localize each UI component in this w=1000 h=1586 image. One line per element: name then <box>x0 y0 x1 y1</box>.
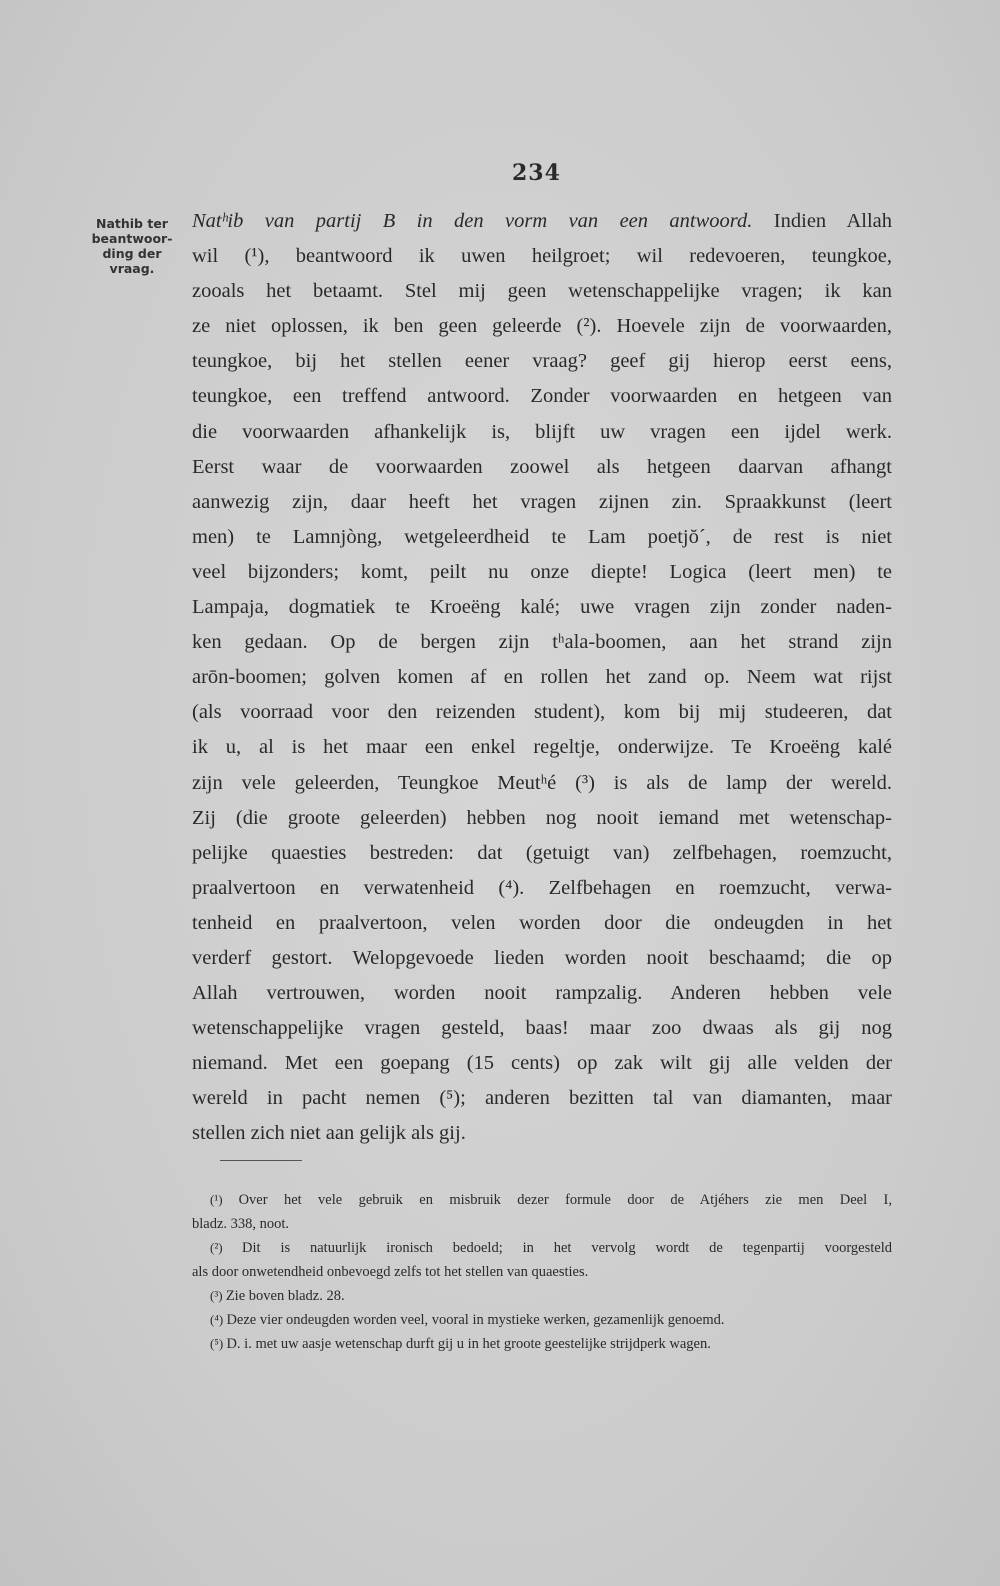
footnote-marker: (⁴) <box>210 1312 227 1327</box>
body-line <box>192 309 892 344</box>
body-line-text: men) te Lamnjòng, wetgeleerdheid te Lam poetjŏ´, de rest is niet <box>192 525 892 548</box>
footnote-line <box>192 1212 892 1236</box>
body-line <box>192 274 892 309</box>
body-line <box>192 1116 892 1151</box>
body-line <box>192 239 892 274</box>
footnote-marker: (²) <box>210 1240 243 1255</box>
body-line <box>192 660 892 695</box>
footnote-marker: (⁵) <box>210 1336 227 1351</box>
body-line <box>192 976 892 1011</box>
footnote <box>192 1332 892 1356</box>
footnote-text: D. i. met uw aasje wetenschap durft gij u in het groote geestelijke strijdperk wagen. <box>226 1336 711 1352</box>
body-line-text: wereld in pacht nemen (⁵); anderen bezitten tal van diamanten, maar <box>192 1087 892 1110</box>
body-line-text: stellen zich niet aan gelijk als gij. <box>192 1122 466 1145</box>
body-line <box>192 590 892 625</box>
body-line-text: teungkoe, bij het stellen eener vraag? geef gij hierop eerst eens, <box>192 350 892 373</box>
footnote <box>192 1308 892 1332</box>
body-line-text: aanwezig zijn, daar heeft het vragen zijnen zin. Spraakkunst (leert <box>192 490 892 513</box>
body-line <box>192 485 892 520</box>
body-line <box>192 906 892 941</box>
body-line-text: Lampaja, dogmatiek te Kroeëng kalé; uwe vragen zijn zonder naden- <box>192 596 892 619</box>
body-line-text: teungkoe, een treffend antwoord. Zonder voorwaarden en hetgeen van <box>192 385 892 408</box>
footnote <box>192 1236 892 1284</box>
body-line <box>192 801 892 836</box>
footnote-marker: (¹) <box>210 1192 239 1207</box>
footnote <box>192 1284 892 1308</box>
body-line <box>192 204 892 239</box>
margin-note-line: beantwoor- <box>91 231 173 246</box>
footnote-line <box>192 1308 892 1332</box>
body-line-text: niemand. Met een goepang (15 cents) op zak wilt gij alle velden der <box>192 1052 892 1075</box>
body-line-text: praalvertoon en verwatenheid (⁴). Zelfbehagen en roemzucht, verwa- <box>192 876 892 899</box>
margin-note <box>82 216 182 276</box>
margin-note-line: vraag. <box>109 261 155 276</box>
body-line <box>192 766 892 801</box>
body-line-text: pelijke quaesties bestreden: dat (getuigt van) zelfbehagen, roemzucht, <box>192 841 892 864</box>
footnote-line <box>192 1188 892 1212</box>
footnote-line <box>192 1236 892 1260</box>
body-line-text: ze niet oplossen, ik ben geen geleerde (²). Hoevele zijn de voorwaarden, <box>192 315 892 338</box>
italic-heading: Natʰib van partij B in den vorm van een antwoord. <box>192 210 753 232</box>
footnote-line <box>192 1260 892 1284</box>
body-line-text: Eerst waar de voorwaarden zoowel als hetgeen daarvan afhangt <box>192 455 892 478</box>
body-line <box>192 625 892 660</box>
margin-note-line: ding der <box>102 246 162 261</box>
footnote-marker: (³) <box>210 1288 226 1303</box>
body-line <box>192 1081 892 1116</box>
body-line-text: ik u, al is het maar een enkel regeltje, onderwijze. Te Kroeëng kalé <box>192 736 892 759</box>
body-line-text: veel bijzonders; komt, peilt nu onze diepte! Logica (leert men) te <box>192 560 892 583</box>
footnote-text: Dit is natuurlijk ironisch bedoeld; in het vervolg wordt de tegenpartij voorgesteld <box>242 1240 892 1256</box>
body-line-text: Zij (die groote geleerden) hebben nog nooit iemand met wetenschap- <box>192 806 892 829</box>
footnote <box>192 1188 892 1236</box>
footnote-text: Zie boven bladz. 28. <box>225 1288 345 1304</box>
body-line <box>192 555 892 590</box>
body-line <box>192 836 892 871</box>
footnote-divider <box>220 1160 302 1161</box>
body-line <box>192 1011 892 1046</box>
footnote-text: Over het vele gebruik en misbruik dezer formule door de Atjéhers zie men Deel I, <box>238 1192 892 1208</box>
footnote-text: Deze vier ondeugden worden veel, vooral in mystieke werken, gezamenlijk genoemd. <box>226 1312 725 1328</box>
body-line-text: zooals het betaamt. Stel mij geen wetenschappelijke vragen; ik kan <box>192 280 892 303</box>
footnote-line <box>192 1284 892 1308</box>
body-line-text: Allah vertrouwen, worden nooit rampzalig. Anderen hebben vele <box>192 982 892 1005</box>
body-line <box>192 450 892 485</box>
body-line <box>192 415 892 450</box>
body-line-text: wetenschappelijke vragen gesteld, baas! maar zoo dwaas als gij nog <box>192 1017 892 1040</box>
footnote-text: bladz. 338, noot. <box>192 1216 290 1232</box>
footnote-line <box>192 1332 892 1356</box>
body-line <box>192 695 892 730</box>
body-text <box>192 204 892 1152</box>
body-line-text: ken gedaan. Op de bergen zijn tʰala-boomen, aan het strand zijn <box>192 631 892 654</box>
body-line <box>192 941 892 976</box>
body-line-text: tenheid en praalvertoon, velen worden door die ondeugden in het <box>192 911 892 934</box>
footnotes <box>192 1188 892 1356</box>
body-line <box>192 730 892 765</box>
body-line-text: zijn vele geleerden, Teungkoe Meutʰé (³) is als de lamp der wereld. <box>192 771 892 794</box>
page-number: 234 <box>512 160 561 186</box>
body-line-text: die voorwaarden afhankelijk is, blijft uw vragen een ijdel werk. <box>192 420 892 443</box>
body-line <box>192 379 892 414</box>
footnote-text: als door onwetendheid onbevoegd zelfs tot het stellen van quaesties. <box>192 1264 589 1280</box>
body-line-text: arōn-boomen; golven komen af en rollen het zand op. Neem wat rijst <box>192 666 892 689</box>
body-line <box>192 520 892 555</box>
body-line <box>192 1046 892 1081</box>
margin-note-line: Nathib ter <box>96 216 168 231</box>
body-line-text: (als voorraad voor den reizenden student), kom bij mij studeeren, dat <box>192 701 892 724</box>
body-line <box>192 871 892 906</box>
body-line-text: Indien Allah <box>752 210 893 232</box>
body-line <box>192 344 892 379</box>
body-line-text: wil (¹), beantwoord ik uwen heilgroet; wil redevoeren, teungkoe, <box>192 245 892 268</box>
body-line-text: verderf gestort. Welopgevoede lieden worden nooit beschaamd; die op <box>192 946 892 969</box>
